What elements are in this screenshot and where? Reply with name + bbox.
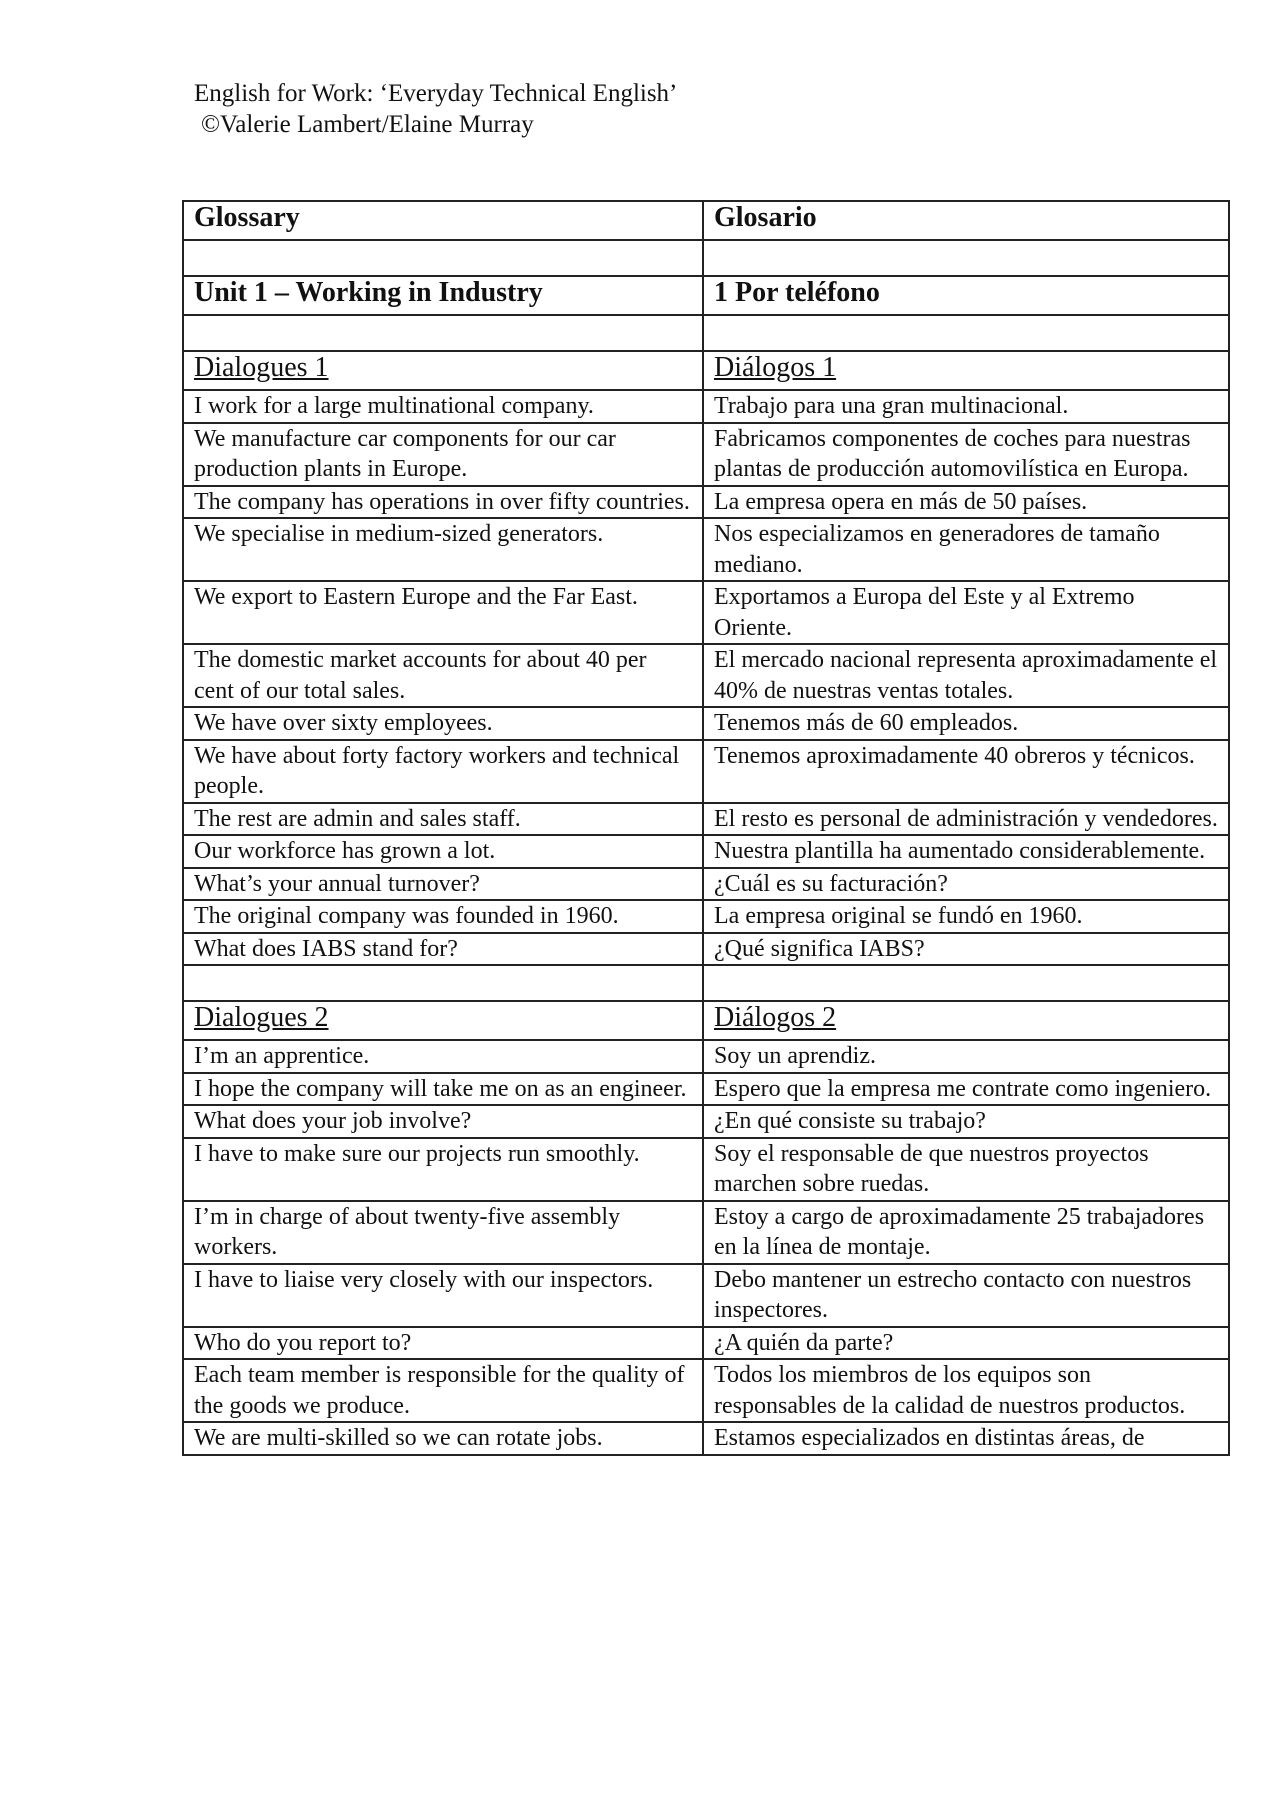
phrase-spanish: Debo mantener un estrecho contacto con nuestros inspectores.: [703, 1264, 1229, 1327]
phrase-spanish: Estoy a cargo de aproximadamente 25 trabajadores en la línea de montaje.: [703, 1201, 1229, 1264]
phrase-spanish: ¿Qué significa IABS?: [703, 933, 1229, 966]
phrase-spanish: Tenemos más de 60 empleados.: [703, 707, 1229, 740]
phrase-spanish: ¿Cuál es su facturación?: [703, 868, 1229, 901]
table-row: [183, 1327, 1229, 1360]
section-title-es: Diálogos 2: [703, 1001, 1229, 1040]
phrase-spanish: Nuestra plantilla ha aumentado considerablemente.: [703, 835, 1229, 868]
phrase-spanish: Todos los miembros de los equipos son responsables de la calidad de nuestros productos.: [703, 1359, 1229, 1422]
phrase-spanish: La empresa opera en más de 50 países.: [703, 486, 1229, 519]
phrase-english: I have to make sure our projects run smoothly.: [183, 1138, 703, 1201]
table-row: [183, 868, 1229, 901]
table-row: [183, 644, 1229, 707]
phrase-english: What does IABS stand for?: [183, 933, 703, 966]
phrase-spanish: Estamos especializados en distintas áreas, de: [703, 1422, 1229, 1455]
phrase-english: I have to liaise very closely with our inspectors.: [183, 1264, 703, 1327]
table-row: [183, 1105, 1229, 1138]
table-row: [183, 1073, 1229, 1106]
phrase-spanish: La empresa original se fundó en 1960.: [703, 900, 1229, 933]
phrase-english: Our workforce has grown a lot.: [183, 835, 703, 868]
glossary-table: [182, 200, 1230, 1456]
section-title-es: Diálogos 1: [703, 351, 1229, 390]
header-course-title: English for Work: ‘Everyday Technical English’: [194, 80, 678, 107]
phrase-english: We export to Eastern Europe and the Far East.: [183, 581, 703, 644]
phrase-english: What does your job involve?: [183, 1105, 703, 1138]
table-row: [183, 486, 1229, 519]
table-row: [183, 423, 1229, 486]
table-row: [183, 581, 1229, 644]
phrase-spanish: Soy el responsable de que nuestros proyectos marchen sobre ruedas.: [703, 1138, 1229, 1201]
phrase-spanish: Tenemos aproximadamente 40 obreros y técnicos.: [703, 740, 1229, 803]
table-row: [183, 390, 1229, 423]
document-header: [194, 78, 677, 140]
phrase-english: Each team member is responsible for the quality of the goods we produce.: [183, 1359, 703, 1422]
phrase-spanish: Nos especializamos en generadores de tamaño mediano.: [703, 518, 1229, 581]
phrase-english: We manufacture car components for our car production plants in Europe.: [183, 423, 703, 486]
section-title-row: [183, 351, 1229, 390]
unit-title-es: 1 Por teléfono: [703, 276, 1229, 315]
table-row: [183, 1201, 1229, 1264]
blank-row: [183, 315, 1229, 351]
phrase-english: We have about forty factory workers and technical people.: [183, 740, 703, 803]
phrase-english: The domestic market accounts for about 40 per cent of our total sales.: [183, 644, 703, 707]
phrase-spanish: ¿A quién da parte?: [703, 1327, 1229, 1360]
unit-title-en: Unit 1 – Working in Industry: [183, 276, 703, 315]
table-row: [183, 1138, 1229, 1201]
blank-row: [183, 240, 1229, 276]
section-title-en: Dialogues 1: [183, 351, 703, 390]
table-row: [183, 1264, 1229, 1327]
table-row: [183, 740, 1229, 803]
phrase-english: I work for a large multinational company.: [183, 390, 703, 423]
phrase-english: I’m an apprentice.: [183, 1040, 703, 1073]
glossary-title-es: Glosario: [703, 201, 1229, 240]
phrase-english: What’s your annual turnover?: [183, 868, 703, 901]
phrase-english: I’m in charge of about twenty-five assembly workers.: [183, 1201, 703, 1264]
phrase-english: The original company was founded in 1960.: [183, 900, 703, 933]
phrase-english: The company has operations in over fifty countries.: [183, 486, 703, 519]
phrase-spanish: Exportamos a Europa del Este y al Extremo Oriente.: [703, 581, 1229, 644]
section-title-en: Dialogues 2: [183, 1001, 703, 1040]
phrase-spanish: ¿En qué consiste su trabajo?: [703, 1105, 1229, 1138]
phrase-spanish: Fabricamos componentes de coches para nuestras plantas de producción automovilística en Europa.: [703, 423, 1229, 486]
table-row: [183, 1359, 1229, 1422]
phrase-spanish: El mercado nacional representa aproximadamente el 40% de nuestras ventas totales.: [703, 644, 1229, 707]
phrase-spanish: El resto es personal de administración y vendedores.: [703, 803, 1229, 836]
section-title-row: [183, 1001, 1229, 1040]
phrase-english: The rest are admin and sales staff.: [183, 803, 703, 836]
phrase-english: I hope the company will take me on as an engineer.: [183, 1073, 703, 1106]
table-row: [183, 1422, 1229, 1455]
table-row: [183, 803, 1229, 836]
phrase-spanish: Trabajo para una gran multinacional.: [703, 390, 1229, 423]
phrase-spanish: Soy un aprendiz.: [703, 1040, 1229, 1073]
table-row: [183, 933, 1229, 966]
table-row: [183, 1040, 1229, 1073]
table-row: [183, 707, 1229, 740]
glossary-title-row: [183, 201, 1229, 240]
phrase-english: We specialise in medium-sized generators.: [183, 518, 703, 581]
table-row: [183, 518, 1229, 581]
phrase-spanish: Espero que la empresa me contrate como ingeniero.: [703, 1073, 1229, 1106]
unit-title-row: [183, 276, 1229, 315]
table-row: [183, 900, 1229, 933]
table-row: [183, 835, 1229, 868]
blank-row: [183, 965, 1229, 1001]
phrase-english: Who do you report to?: [183, 1327, 703, 1360]
phrase-english: We have over sixty employees.: [183, 707, 703, 740]
glossary-title-en: Glossary: [183, 201, 703, 240]
header-copyright: ©Valerie Lambert/Elaine Murray: [201, 111, 534, 138]
phrase-english: We are multi-skilled so we can rotate jobs.: [183, 1422, 703, 1455]
